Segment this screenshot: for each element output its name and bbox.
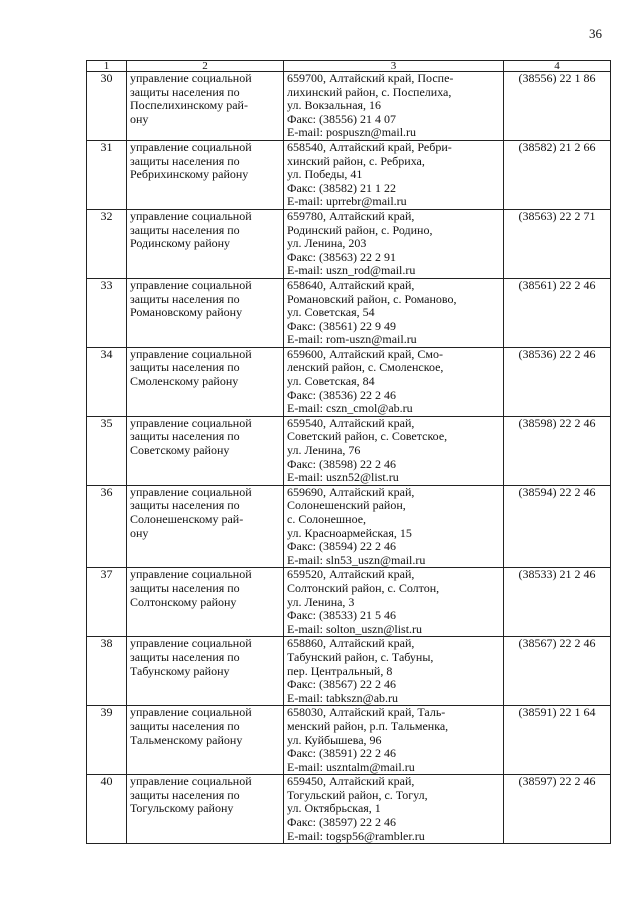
agency-name-line: Табунскому району bbox=[130, 663, 230, 678]
contact-line: E-mail: solton_uszn@list.ru bbox=[287, 621, 423, 636]
contact-line: ул. Октябрьская, 1 bbox=[287, 801, 381, 816]
contact-line: Романовский район, с. Романово, bbox=[287, 291, 457, 306]
agency-name-line: защиты населения по bbox=[130, 498, 240, 513]
phone-number: (38582) 21 2 66 bbox=[504, 140, 611, 209]
table-row bbox=[87, 416, 611, 485]
agency-name bbox=[127, 706, 284, 775]
contact-line: ул. Ленина, 203 bbox=[287, 236, 367, 251]
phone-number: (38563) 22 2 71 bbox=[504, 209, 611, 278]
agency-name-line: управление социальной bbox=[130, 71, 252, 85]
contact-line: 659700, Алтайский край, Поспе- bbox=[287, 71, 454, 85]
phone-number: (38536) 22 2 46 bbox=[504, 347, 611, 416]
contact-line: пер. Центральный, 8 bbox=[287, 663, 393, 678]
row-number: 35 bbox=[87, 416, 127, 485]
row-number: 33 bbox=[87, 278, 127, 347]
phone-number: (38594) 22 2 46 bbox=[504, 485, 611, 568]
contact-line: E-mail: sln53_uszn@mail.ru bbox=[287, 552, 426, 567]
contact-line: хинский район, с. Ребриха, bbox=[287, 153, 425, 168]
contact-line: 658640, Алтайский край, bbox=[287, 277, 415, 292]
contact-line: 659780, Алтайский край, bbox=[287, 208, 415, 223]
row-number: 38 bbox=[87, 637, 127, 706]
contact-line: 658860, Алтайский край, bbox=[287, 636, 415, 651]
table-row bbox=[87, 140, 611, 209]
agency-name-line: защиты населения по bbox=[130, 429, 240, 444]
agency-name-line: защиты населения по bbox=[130, 787, 240, 802]
contact-line: E-mail: uprrebr@mail.ru bbox=[287, 194, 407, 209]
contact-line: Факс: (38533) 21 5 46 bbox=[287, 608, 396, 623]
agency-name bbox=[127, 568, 284, 637]
contact-line: ул. Ленина, 76 bbox=[287, 443, 361, 458]
agency-name-line: защиты населения по bbox=[130, 222, 240, 237]
agency-contacts bbox=[284, 209, 504, 278]
row-number: 30 bbox=[87, 72, 127, 141]
agency-name bbox=[127, 278, 284, 347]
agency-name bbox=[127, 209, 284, 278]
phone-number: (38598) 22 2 46 bbox=[504, 416, 611, 485]
agency-contacts bbox=[284, 140, 504, 209]
phone-number: (38591) 22 1 64 bbox=[504, 706, 611, 775]
agency-name-line: защиты населения по bbox=[130, 649, 240, 664]
table-row bbox=[87, 637, 611, 706]
agency-contacts bbox=[284, 278, 504, 347]
row-number: 32 bbox=[87, 209, 127, 278]
phone-number: (38561) 22 2 46 bbox=[504, 278, 611, 347]
agency-name-line: Смоленскому району bbox=[130, 374, 239, 389]
agency-name-line: защиты населения по bbox=[130, 580, 240, 595]
table-row bbox=[87, 72, 611, 141]
contact-line: ул. Победы, 41 bbox=[287, 167, 363, 182]
column-header-4: 4 bbox=[504, 61, 611, 72]
contact-line: E-mail: togsp56@rambler.ru bbox=[287, 828, 425, 843]
agency-name-line: Поспелихинскому рай- bbox=[130, 98, 248, 113]
row-number: 40 bbox=[87, 775, 127, 844]
agency-name bbox=[127, 775, 284, 844]
agency-name-line: управление социальной bbox=[130, 774, 252, 789]
agency-name-line: защиты населения по bbox=[130, 291, 240, 306]
agency-name-line: ону bbox=[130, 111, 149, 126]
agency-name-line: Тальменскому району bbox=[130, 732, 243, 747]
agency-name-line: Солонешенскому рай- bbox=[130, 512, 244, 526]
contact-line: Факс: (38594) 22 2 46 bbox=[287, 539, 396, 554]
agency-name-line: управление социальной bbox=[130, 139, 252, 154]
row-number: 39 bbox=[87, 706, 127, 775]
agency-name-line: управление социальной bbox=[130, 346, 252, 361]
agency-name-line: управление социальной bbox=[130, 484, 252, 499]
contact-line: с. Солонешное, bbox=[287, 512, 367, 526]
contact-line: Родинский район, с. Родино, bbox=[287, 222, 433, 237]
agency-contacts bbox=[284, 347, 504, 416]
agency-name-line: защиты населения по bbox=[130, 153, 240, 168]
row-number: 31 bbox=[87, 140, 127, 209]
row-number: 34 bbox=[87, 347, 127, 416]
contact-line: Факс: (38597) 22 2 46 bbox=[287, 815, 396, 830]
agency-name-line: защиты населения по bbox=[130, 718, 240, 733]
agency-name-line: управление социальной bbox=[130, 277, 252, 292]
table-header bbox=[87, 61, 611, 72]
contact-line: E-mail: uszn_rod@mail.ru bbox=[287, 263, 416, 278]
column-header-3: 3 bbox=[284, 61, 504, 72]
contact-line: Тогульский район, с. Тогул, bbox=[287, 787, 428, 802]
agency-name-line: управление социальной bbox=[130, 208, 252, 223]
agency-name bbox=[127, 637, 284, 706]
contact-line: Солонешенский район, bbox=[287, 498, 406, 513]
table-row bbox=[87, 706, 611, 775]
agency-name bbox=[127, 140, 284, 209]
contact-line: 658030, Алтайский край, Таль- bbox=[287, 705, 446, 720]
row-number: 36 bbox=[87, 485, 127, 568]
header-row bbox=[87, 61, 611, 72]
table-row bbox=[87, 775, 611, 844]
agency-name-line: управление социальной bbox=[130, 636, 252, 651]
contact-line: E-mail: tabkszn@ab.ru bbox=[287, 690, 399, 705]
contact-line: ул. Советская, 54 bbox=[287, 305, 375, 320]
contact-line: 659520, Алтайский край, bbox=[287, 567, 415, 582]
agency-contacts bbox=[284, 72, 504, 141]
table-row bbox=[87, 209, 611, 278]
agency-name-line: Советскому району bbox=[130, 443, 230, 458]
contact-line: Факс: (38582) 21 1 22 bbox=[287, 180, 396, 195]
contact-line: 659690, Алтайский край, bbox=[287, 484, 415, 499]
column-header-2: 2 bbox=[127, 61, 284, 72]
contact-line: Факс: (38561) 22 9 49 bbox=[287, 318, 396, 333]
phone-number: (38597) 22 2 46 bbox=[504, 775, 611, 844]
agency-contacts bbox=[284, 706, 504, 775]
contact-line: Факс: (38567) 22 2 46 bbox=[287, 677, 396, 692]
phone-number: (38567) 22 2 46 bbox=[504, 637, 611, 706]
contact-line: 659540, Алтайский край, bbox=[287, 415, 415, 430]
social-protection-directory-table bbox=[86, 60, 611, 844]
contact-line: Факс: (38556) 21 4 07 bbox=[287, 111, 396, 126]
contact-line: E-mail: pospuszn@mail.ru bbox=[287, 125, 417, 140]
agency-name-line: защиты населения по bbox=[130, 84, 240, 99]
agency-name-line: Солтонскому району bbox=[130, 594, 237, 609]
contact-line: Факс: (38563) 22 2 91 bbox=[287, 249, 396, 264]
agency-contacts bbox=[284, 416, 504, 485]
phone-number: (38556) 22 1 86 bbox=[504, 72, 611, 141]
contact-line: Факс: (38591) 22 2 46 bbox=[287, 746, 396, 761]
column-header-1: 1 bbox=[87, 61, 127, 72]
agency-name-line: Родинскому району bbox=[130, 236, 231, 251]
agency-contacts bbox=[284, 485, 504, 568]
contact-line: ул. Куйбышева, 96 bbox=[287, 732, 382, 747]
contact-line: ленский район, с. Смоленское, bbox=[287, 360, 444, 375]
page-number: 36 bbox=[589, 26, 602, 41]
phone-number: (38533) 21 2 46 bbox=[504, 568, 611, 637]
contact-line: 659600, Алтайский край, Смо- bbox=[287, 346, 443, 361]
table-body bbox=[87, 72, 611, 844]
contact-line: Солтонский район, с. Солтон, bbox=[287, 580, 440, 595]
contact-line: ул. Ленина, 3 bbox=[287, 594, 355, 609]
agency-name-line: защиты населения по bbox=[130, 360, 240, 375]
row-number: 37 bbox=[87, 568, 127, 637]
agency-name-line: управление социальной bbox=[130, 705, 252, 720]
contact-line: Факс: (38598) 22 2 46 bbox=[287, 456, 396, 471]
agency-name bbox=[127, 416, 284, 485]
agency-name-line: ону bbox=[130, 525, 149, 540]
agency-name-line: Ребрихинскому району bbox=[130, 167, 249, 182]
contact-line: E-mail: cszn_cmol@ab.ru bbox=[287, 401, 413, 416]
contact-line: 658540, Алтайский край, Ребри- bbox=[287, 139, 452, 154]
table-row bbox=[87, 568, 611, 637]
contact-line: ул. Вокзальная, 16 bbox=[287, 98, 382, 113]
agency-name bbox=[127, 347, 284, 416]
contact-line: Советский район, с. Советское, bbox=[287, 429, 448, 444]
agency-name-line: управление социальной bbox=[130, 415, 252, 430]
contact-line: E-mail: uszn52@list.ru bbox=[287, 470, 399, 485]
agency-contacts bbox=[284, 637, 504, 706]
contact-line: менский район, р.п. Тальменка, bbox=[287, 718, 449, 733]
table-row bbox=[87, 347, 611, 416]
contact-line: лихинский район, с. Поспелиха, bbox=[287, 84, 452, 99]
contact-line: Факс: (38536) 22 2 46 bbox=[287, 387, 396, 402]
agency-contacts bbox=[284, 775, 504, 844]
contact-line: E-mail: rom-uszn@mail.ru bbox=[287, 332, 417, 347]
contact-line: 659450, Алтайский край, bbox=[287, 774, 415, 789]
table-row bbox=[87, 278, 611, 347]
contact-line: E-mail: uszntalm@mail.ru bbox=[287, 759, 415, 774]
agency-name-line: Романовскому району bbox=[130, 305, 243, 320]
contact-line: Табунский район, с. Табуны, bbox=[287, 649, 434, 664]
contact-line: ул. Красноармейская, 15 bbox=[287, 525, 412, 540]
contact-line: ул. Советская, 84 bbox=[287, 374, 375, 389]
agency-name bbox=[127, 485, 284, 568]
agency-name bbox=[127, 72, 284, 141]
agency-name-line: управление социальной bbox=[130, 567, 252, 582]
agency-name-line: Тогульскому району bbox=[130, 801, 234, 816]
table-row bbox=[87, 485, 611, 568]
agency-contacts bbox=[284, 568, 504, 637]
